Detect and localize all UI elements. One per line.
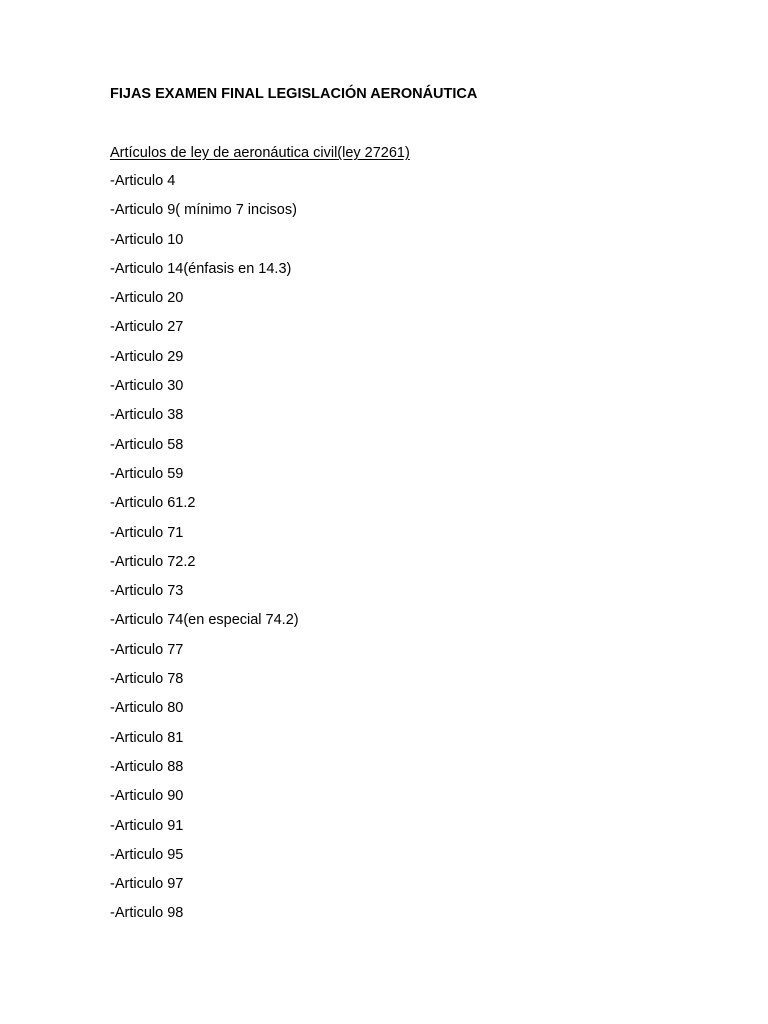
list-item: -Articulo 58 xyxy=(110,436,184,453)
list-item: -Articulo 97 xyxy=(110,876,184,893)
list-item: -Articulo 74(en especial 74.2) xyxy=(110,612,299,629)
list-item: -Articulo 72.2 xyxy=(110,553,196,570)
list-item: -Articulo 27 xyxy=(110,319,184,336)
list-item: -Articulo 59 xyxy=(110,465,184,482)
list-item: -Articulo 81 xyxy=(110,729,184,746)
list-item: -Articulo 14(énfasis en 14.3) xyxy=(110,260,292,277)
section-heading: Artículos de ley de aeronáutica civil(ley 27261) xyxy=(110,145,410,161)
list-item: -Articulo 4 xyxy=(110,173,176,189)
list-item: -Articulo 80 xyxy=(110,700,184,717)
list-item: -Articulo 71 xyxy=(110,524,184,541)
list-item: -Articulo 78 xyxy=(110,671,184,688)
list-item: -Articulo 90 xyxy=(110,788,184,805)
list-item: -Articulo 91 xyxy=(110,817,184,834)
list-item: -Articulo 10 xyxy=(110,231,184,248)
list-item: -Articulo 73 xyxy=(110,583,184,600)
document-title: FIJAS EXAMEN FINAL LEGISLACIÓN AERONÁUTICA xyxy=(110,86,478,102)
list-item: -Articulo 30 xyxy=(110,378,184,395)
list-item: -Articulo 98 xyxy=(110,905,184,922)
list-item: -Articulo 20 xyxy=(110,290,184,307)
list-item: -Articulo 61.2 xyxy=(110,495,196,512)
list-item: -Articulo 77 xyxy=(110,641,184,658)
list-item: -Articulo 9( mínimo 7 incisos) xyxy=(110,202,297,219)
list-item: -Articulo 29 xyxy=(110,348,184,365)
list-item: -Articulo 95 xyxy=(110,846,184,863)
list-item: -Articulo 38 xyxy=(110,407,184,424)
list-item: -Articulo 88 xyxy=(110,758,184,775)
article-list xyxy=(110,171,299,933)
